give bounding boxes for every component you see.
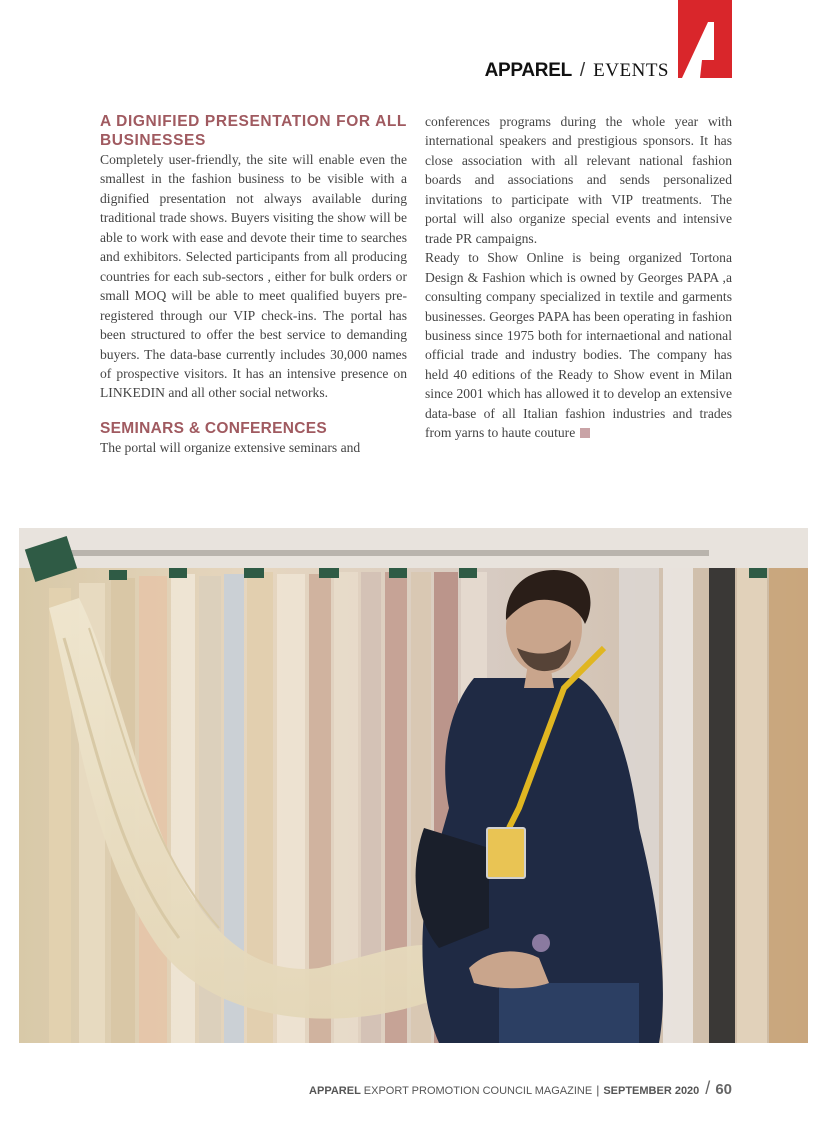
section-header <box>485 60 669 82</box>
page-number: 60 <box>715 1081 732 1098</box>
organizer-text: Ready to Show Online is being organized Tortona Design & Fashion which is owned by Georges PAPA ,a consulting company specialized in textile and garments businesses. Georges PAPA has been operating in fashion business since 1975 both for internaetional and national official trade and industry bodies. The company has held 40 editions of the Ready to Show event in Milan since 2001 which has allowed it to develop an extensive data-base of all Italian fashion industries and trades from yarns to haute couture <box>425 250 732 441</box>
event-photo <box>19 528 808 1043</box>
footer-slash: / <box>705 1078 711 1098</box>
right-column <box>425 112 732 443</box>
photo-man-inspecting-lace-fabric <box>19 528 808 1043</box>
header-separator: / <box>579 60 586 81</box>
paragraph-seminars-continued: conferences programs during the whole year with international speakers and prestigious sponsors. It has close association with all relevant national fashion boards and associations and sends personalized invitations to participate with VIP treatments. The portal will also organize special events and intensive trade PR campaigns. <box>425 114 732 246</box>
section-title: APPAREL <box>484 60 572 81</box>
logo-a-icon <box>678 0 732 78</box>
magazine-logo <box>678 0 732 78</box>
end-of-article-mark <box>580 428 590 438</box>
paragraph-seminars-start: The portal will organize extensive seminars and <box>100 439 361 455</box>
page-footer <box>309 1078 732 1099</box>
subsection-title: EVENTS <box>593 60 669 81</box>
heading-dignified-presentation: A DIGNIFIED PRESENTATION FOR ALL BUSINESSES <box>100 113 407 149</box>
heading-seminars: SEMINARS & CONFERENCES <box>100 419 328 437</box>
left-column <box>100 112 407 457</box>
footer-publication: EXPORT PROMOTION COUNCIL MAGAZINE <box>363 1085 593 1097</box>
footer-divider: | <box>596 1083 600 1097</box>
footer-date: SEPTEMBER 2020 <box>603 1085 700 1097</box>
paragraph-organizer <box>425 248 732 443</box>
footer-brand: APPAREL <box>309 1085 361 1097</box>
paragraph-presentation: Completely user-friendly, the site will enable even the smallest in the fashion business to be visible with a dignified presentation not always available during traditional trade shows. Buyers visiting the show will be able to work with ease and devote their time to searches and exhibitors. Selected participants from all producing countries for each sub-sectors , either for bulk orders or small MOQ will be able to meet qualified buyers pre-registered through our VIP check-ins. The portal has been structured to offer the best service to demanding buyers. The data-base currently includes 30,000 names of prospective visitors. It has an intensive presence on LINKEDIN and all other social networks. <box>100 152 407 401</box>
